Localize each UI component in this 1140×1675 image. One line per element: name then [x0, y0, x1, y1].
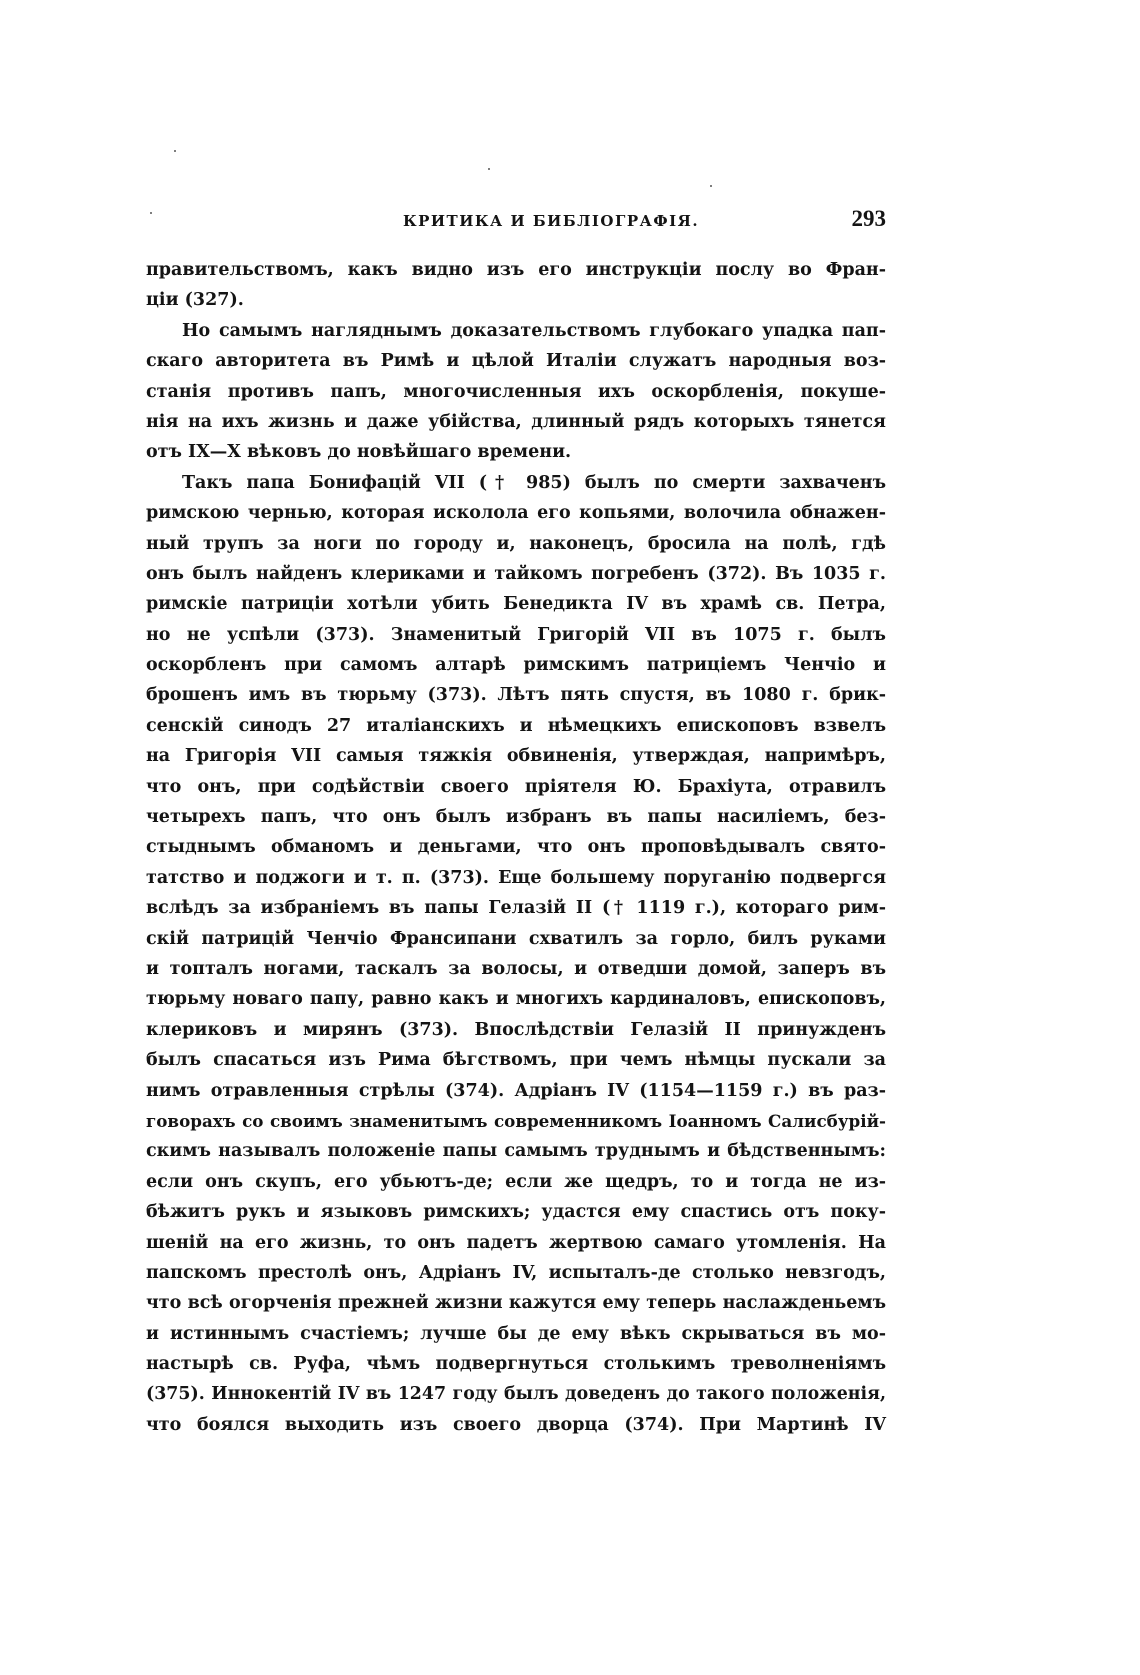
text-line: ный трупъ за ноги по городу и, наконецъ, бросила на полѣ, гдѣ — [146, 533, 886, 554]
text-line: и истиннымъ счастіемъ; лучше бы де ему вѣкъ скрываться въ мо- — [146, 1323, 886, 1344]
text-line: что боялся выходить изъ своего дворца (374). При Мартинѣ IV — [146, 1414, 886, 1435]
text-line: ціи (327). — [146, 290, 244, 311]
text-line: былъ спасаться изъ Рима бѣгствомъ, при чемъ нѣмцы пускали за — [146, 1050, 886, 1071]
page-number: 293 — [851, 206, 886, 231]
text-line: шеній на его жизнь, то онъ падетъ жертвою самаго утомленія. На — [146, 1232, 886, 1253]
text-line: станія противъ папъ, многочисленныя ихъ оскорбленія, покуше- — [146, 381, 886, 402]
text-line: римскою чернью, которая исколола его копьями, волочила обнажен- — [146, 503, 886, 524]
text-line: тюрьму новаго папу, равно какъ и многихъ кардиналовъ, епископовъ, — [146, 989, 886, 1010]
text-line: четырехъ папъ, что онъ былъ избранъ въ папы насиліемъ, без- — [146, 807, 886, 828]
text-line: вслѣдъ за избраніемъ въ папы Гелазій II († 1119 г.), котораго рим- — [146, 898, 886, 919]
paper-speck — [174, 150, 176, 152]
text-line: онъ былъ найденъ клериками и тайкомъ погребенъ (372). Въ 1035 г. — [146, 563, 886, 584]
text-line: (375). Иннокентій IV въ 1247 году былъ доведенъ до такого положенія, — [146, 1384, 886, 1405]
text-line: и топталъ ногами, таскалъ за волосы, и отведши домой, заперъ въ — [146, 958, 886, 979]
text-line: говорахъ со своимъ знаменитымъ современникомъ Іоанномъ Салисбурій- — [146, 1110, 886, 1131]
text-line: что онъ, при содѣйствіи своего пріятеля Ю. Брахіута, отравилъ — [146, 776, 886, 797]
text-line: татство и поджоги и т. п. (373). Еще большему поруганію подвергся — [146, 867, 886, 888]
text-line: клериковъ и мирянъ (373). Впослѣдствіи Гелазій II принужденъ — [146, 1019, 886, 1040]
text-line: но не успѣли (373). Знаменитый Григорій VII въ 1075 г. былъ — [146, 624, 886, 645]
text-line: оскорбленъ при самомъ алтарѣ римскимъ патриціемъ Ченчіо и — [146, 655, 886, 676]
text-line: брошенъ имъ въ тюрьму (373). Лѣтъ пять спустя, въ 1080 г. брик- — [146, 685, 886, 706]
text-line: отъ IX—X вѣковъ до новѣйшаго времени. — [146, 442, 572, 463]
paper-speck — [488, 168, 490, 170]
text-line: настырѣ св. Руфа, чѣмъ подвергнуться столькимъ треволненіямъ — [146, 1354, 886, 1375]
body-text — [146, 255, 886, 1440]
text-line: бѣжитъ рукъ и языковъ римскихъ; удастся ему спастись отъ поку- — [146, 1202, 886, 1223]
text-line: скій патрицій Ченчіо Франсипани схватилъ за горло, билъ руками — [146, 928, 886, 949]
text-line: скаго авторитета въ Римѣ и цѣлой Италіи служатъ народныя воз- — [146, 351, 886, 372]
text-line: римскіе патриціи хотѣли убить Бенедикта IV въ храмѣ св. Петра, — [146, 594, 886, 615]
text-line: если онъ скупъ, его убьютъ-де; если же щедръ, то и тогда не из- — [146, 1171, 886, 1192]
text-line: на Григорія VII самыя тяжкія обвиненія, утверждая, напримѣръ, — [146, 746, 886, 767]
text-line: нія на ихъ жизнь и даже убійства, длинный рядъ которыхъ тянется — [146, 411, 886, 432]
running-title: КРИТИКА И БИБЛІОГРАФІЯ. — [402, 212, 700, 230]
paper-speck — [710, 185, 712, 187]
text-line: стыднымъ обманомъ и деньгами, что онъ проповѣдывалъ свято- — [146, 837, 886, 858]
text-line: правительствомъ, какъ видно изъ его инструкціи послу во Фран- — [146, 260, 886, 280]
text-line: нимъ отравленныя стрѣлы (374). Адріанъ IV (1154—1159 г.) въ раз- — [146, 1080, 886, 1101]
text-line: скимъ называлъ положеніе папы самымъ труднымъ и бѣдственнымъ: — [146, 1141, 886, 1162]
text-line: сенскій синодъ 27 италіанскихъ и нѣмецкихъ епископовъ взвелъ — [146, 715, 886, 736]
text-line: что всѣ огорченія прежней жизни кажутся ему теперь наслажденьемъ — [146, 1293, 886, 1314]
text-line: папскомъ престолѣ онъ, Адріанъ IV, испыталъ-де столько невзгодъ, — [146, 1262, 886, 1283]
text-line: Такъ папа Бонифацій VII († 985) былъ по смерти захваченъ — [182, 472, 886, 493]
page-header — [146, 206, 886, 240]
text-line: Но самымъ нагляднымъ доказательствомъ глубокаго упадка пап- — [182, 320, 886, 341]
